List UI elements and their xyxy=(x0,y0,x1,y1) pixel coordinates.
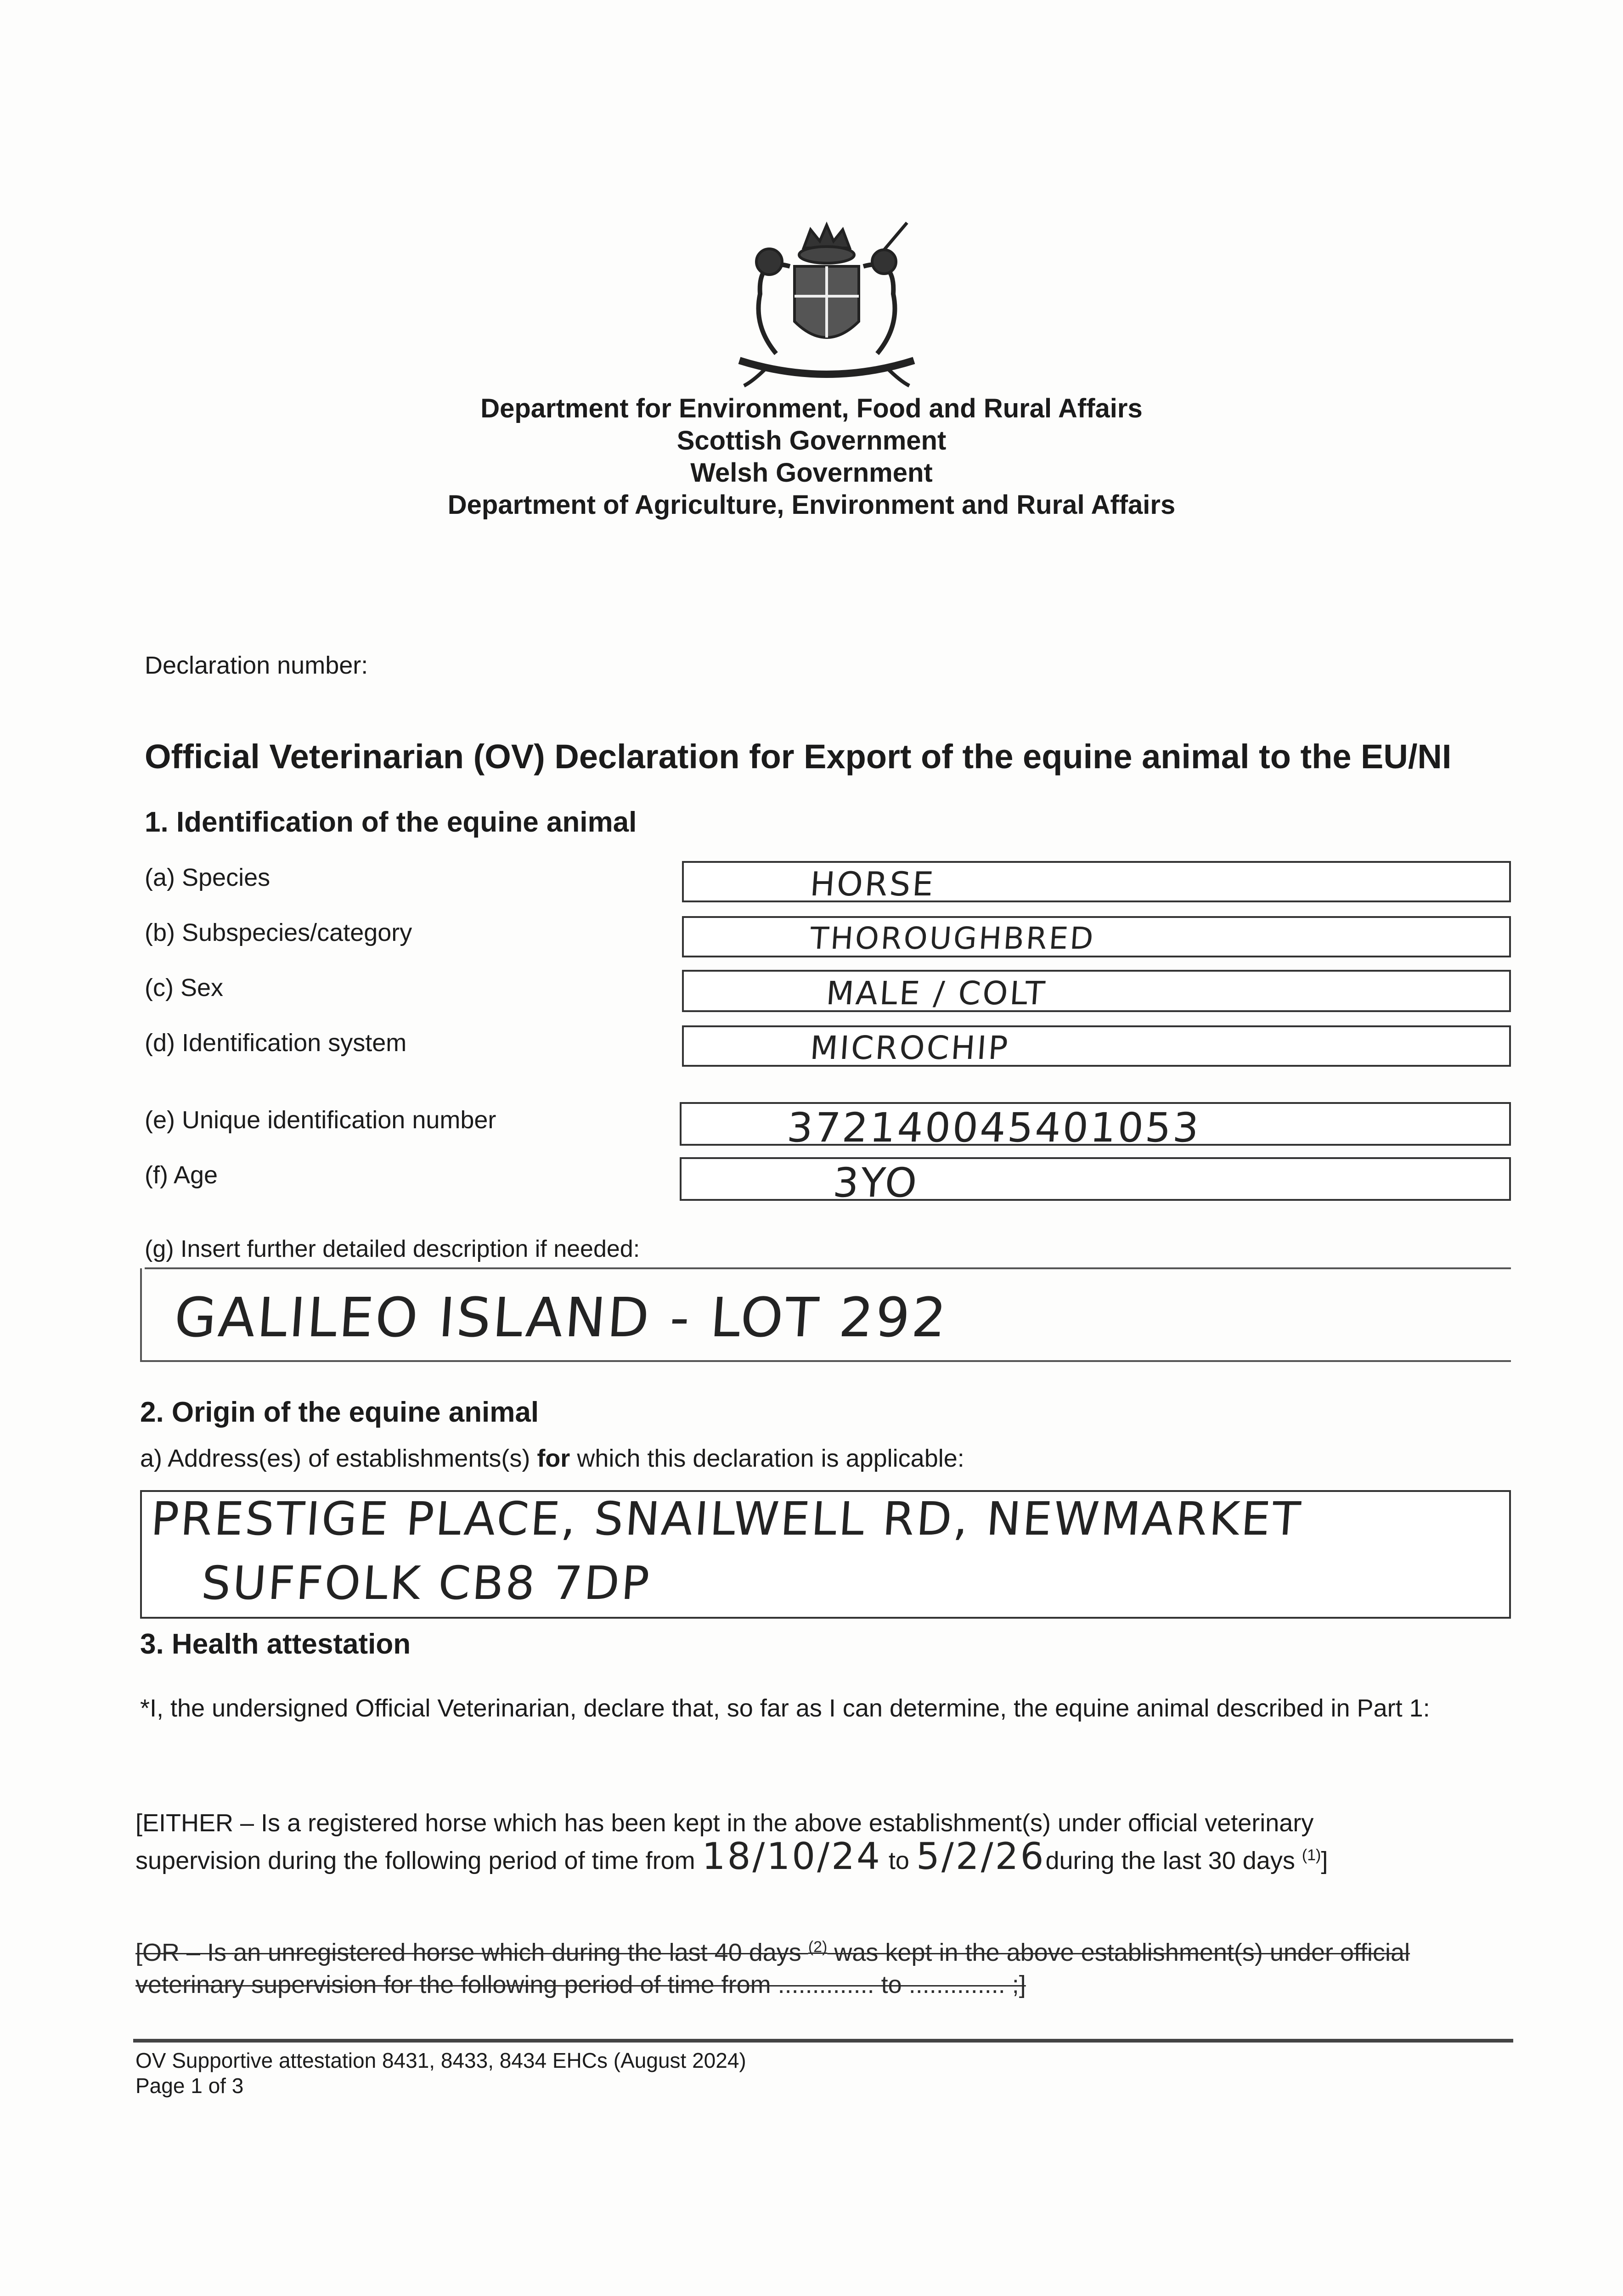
document-title: Official Veterinarian (OV) Declaration for Export of the equine animal to the EU/NI xyxy=(145,737,1452,776)
description-label: (g) Insert further detailed description if needed: xyxy=(145,1236,640,1262)
description-left-rule xyxy=(140,1268,142,1360)
age-label: (f) Age xyxy=(145,1161,218,1189)
sex-value: MALE / COLT xyxy=(825,974,1048,1012)
either-statement xyxy=(135,1807,1513,1877)
age-value: 3YO xyxy=(831,1159,920,1206)
identification-system-value: MICROCHIP xyxy=(809,1029,1011,1067)
unique-id-value: 372140045401053 xyxy=(785,1104,1202,1151)
unique-id-label: (e) Unique identification number xyxy=(145,1106,496,1134)
either-line-1: [EITHER – Is a registered horse which has been kept in the above establishment(s) under official veterinary xyxy=(135,1809,1314,1837)
description-top-rule xyxy=(145,1267,1511,1269)
page-number: Page 1 of 3 xyxy=(135,2074,244,2098)
identification-system-field[interactable] xyxy=(682,1025,1511,1067)
address-field[interactable] xyxy=(140,1490,1511,1619)
health-intro: *I, the undersigned Official Veterinarian, declare that, so far as I can determine, the equine animal described in Part 1: xyxy=(140,1694,1430,1722)
sex-label: (c) Sex xyxy=(145,974,224,1002)
unique-id-field[interactable] xyxy=(680,1102,1511,1151)
address-label: a) Address(es) of establishments(s) for which this declaration is applicable: xyxy=(140,1445,964,1472)
species-value: HORSE xyxy=(809,865,936,903)
description-bottom-rule xyxy=(140,1360,1511,1362)
footer-rule xyxy=(133,2039,1513,2043)
subspecies-label: (b) Subspecies/category xyxy=(145,919,412,946)
address-line-2: SUFFOLK CB8 7DP xyxy=(199,1556,653,1610)
department-heading-wales: Welsh Government xyxy=(690,458,933,488)
or-statement xyxy=(135,1931,1513,2001)
description-value: GALILEO ISLAND - LOT 292 xyxy=(172,1286,951,1349)
section-1-heading: 1. Identification of the equine animal xyxy=(145,806,637,838)
address-line-1: PRESTIGE PLACE, SNAILWELL RD, NEWMARKET xyxy=(149,1492,1304,1546)
section-3-heading: 3. Health attestation xyxy=(140,1628,411,1660)
age-field[interactable] xyxy=(680,1157,1511,1206)
subspecies-value: THOROUGHBRED xyxy=(809,921,1097,956)
either-line-2: supervision during the following period of time from 18/10/24 to 5/2/26during the last 30 days $^{(1)}$] xyxy=(135,1835,1328,1878)
species-label: (a) Species xyxy=(145,864,270,891)
or-line-2: veterinary supervision for the following period of time from .............. to .............. ;] xyxy=(135,1971,1026,1998)
species-field[interactable] xyxy=(682,861,1511,902)
section-2-heading: 2. Origin of the equine animal xyxy=(140,1396,539,1428)
identification-system-label: (d) Identification system xyxy=(145,1029,407,1057)
footer-attestation: OV Supportive attestation 8431, 8433, 8434 EHCs (August 2024) xyxy=(135,2048,746,2072)
declaration-number-label: Declaration number: xyxy=(145,652,368,679)
subspecies-field[interactable] xyxy=(682,916,1511,957)
royal-coat-of-arms-logo xyxy=(726,216,928,395)
sex-field[interactable] xyxy=(682,970,1511,1012)
department-heading-defra: Department for Environment, Food and Rural Affairs xyxy=(480,394,1143,423)
department-heading-scotland: Scottish Government xyxy=(676,426,947,456)
department-heading-daera: Department of Agriculture, Environment and Rural Affairs xyxy=(447,490,1176,520)
date-from: 18/10/24 xyxy=(702,1835,882,1878)
or-line-1: [OR – Is an unregistered horse which during the last 40 days $^{(2)}$ was kept in the above establishment(s) under official xyxy=(135,1938,1410,1966)
date-to: 5/2/26 xyxy=(916,1835,1046,1878)
